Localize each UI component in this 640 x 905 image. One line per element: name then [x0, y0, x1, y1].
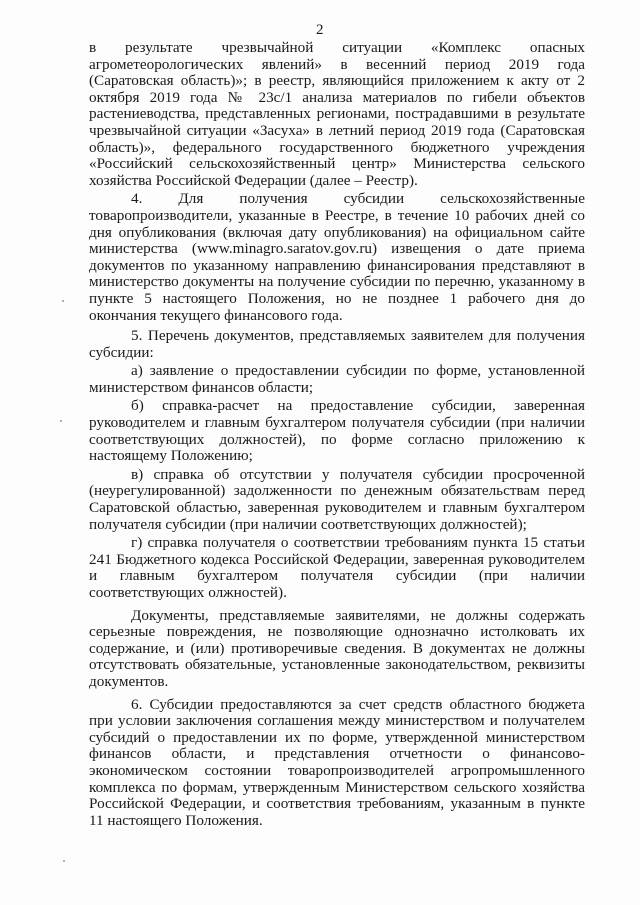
- paragraph-item-5a: а) заявление о предоставлении субсидии по форме, установленной министерством финансов области;: [89, 362, 585, 396]
- scan-speck: [60, 420, 62, 422]
- paragraph-item-5c: в) справка об отсутствии у получателя субсидии просроченной (неурегулированной) задолженности по денежным обязательствам перед Саратовской областью, заверенная руководителем и главным бухгалтером получателя субсидии (при наличии соответствующих должностей);: [89, 465, 585, 533]
- paragraph-item-5d: г) справка получателя о соответствии требованиям пункта 15 статьи 241 Бюджетного кодекса Российской Федерации, заверенная руководителем и главным бухгалтером получателя субсидии (при наличии соответствующих олжностей).: [89, 534, 585, 601]
- page-number: 2: [316, 22, 324, 38]
- paragraph-item-5: 5. Перечень документов, представляемых заявителем для получения субсидии:: [89, 327, 585, 361]
- paragraph-item-6: 6. Субсидии предоставляются за счет средств областного бюджета при условии заключения соглашения между министерством и получателем субсидий о предоставлении их по форме, утвержденной министерством финансов области, и представления отчетности о финансово-экономическом состоянии товаропроизводителей агропромышленного комплекса по формам, утвержденным Министерством сельского хозяйства Российской Федерации, и соответствия требованиям, указанным в пункте 11 настоящего Положения.: [89, 695, 585, 829]
- scan-speck: [63, 860, 65, 862]
- document-body: [89, 40, 585, 831]
- paragraph-continuation: в результате чрезвычайной ситуации «Комплекс опасных агрометеорологических явлений» в весенний период 2019 года (Саратовская область)»; в реестр, являющийся приложением к акту от 2 октября 2019 года № 23с/1 анализа материалов по гибели объектов растениеводства, представленных регионами, пострадавшими в результате чрезвычайной ситуации «Засуха» в летний период 2019 года (Саратовская область)», федерального государственного бюджетного учреждения «Российский сельскохозяйственный центр» Министерства сельского хозяйства Российской Федерации (далее – Реестр).: [89, 39, 585, 189]
- scan-speck: [62, 300, 64, 302]
- paragraph-item-4: 4. Для получения субсидии сельскохозяйственные товаропроизводители, указанные в Реестре, в течение 10 рабочих дней со дня опубликования (включая дату опубликования) на официальном сайте министерства (www.minagro.saratov.gov.ru) извещения о дате приема документов по указанному направлению финансирования представляют в министерство документы на получение субсидии по перечню, указанному в пункте 5 настоящего Положения, но не позднее 1 рабочего дня до окончания текущего финансового года.: [89, 190, 585, 324]
- paragraph-documents-requirements: Документы, представляемые заявителями, не должны содержать серьезные повреждения, не позволяющие однозначно истолковать их содержание, и (или) противоречивые сведения. В документах не должны отсутствовать обязательные, установленные законодательством, реквизиты документов.: [89, 606, 585, 690]
- paragraph-item-5b: б) справка-расчет на предоставление субсидии, заверенная руководителем и главным бухгалтером получателя субсидии (при наличии соответствующих должностей), по форме согласно приложению к настоящему Положению;: [89, 397, 585, 465]
